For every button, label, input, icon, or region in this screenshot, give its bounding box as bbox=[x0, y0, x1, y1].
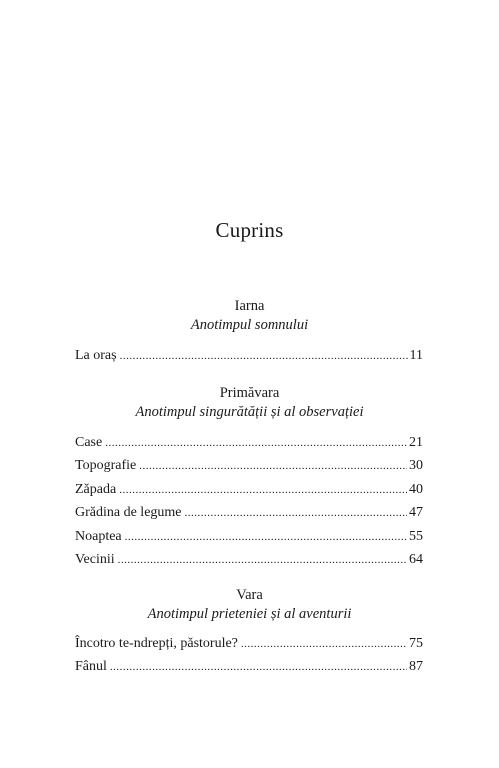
toc-entry-page: 11 bbox=[409, 348, 423, 363]
toc-entry-title: Încotro te-ndrepți, păstorule? bbox=[75, 636, 238, 651]
toc-leader-dots bbox=[118, 551, 407, 569]
toc-leader-dots bbox=[185, 504, 407, 522]
toc-entry[interactable] bbox=[75, 551, 423, 574]
toc-entry-title: Zăpada bbox=[75, 481, 117, 497]
toc-leader-dots bbox=[110, 658, 407, 676]
toc-entry[interactable] bbox=[75, 457, 423, 480]
toc-entry-title: Grădina de legume bbox=[75, 505, 182, 521]
toc-entry[interactable] bbox=[75, 528, 423, 551]
toc-entry-page: 55 bbox=[409, 528, 423, 544]
toc-entry[interactable] bbox=[75, 347, 423, 370]
toc-entry-page: 21 bbox=[409, 435, 423, 450]
toc-leader-dots bbox=[241, 635, 407, 653]
toc-entry-title: Vecinii bbox=[75, 551, 115, 567]
toc-entry-title: Topografie bbox=[75, 458, 137, 474]
toc-leader-dots bbox=[125, 528, 407, 546]
section-vara bbox=[0, 586, 499, 624]
toc-entry-title: La oraș bbox=[75, 348, 117, 363]
toc-entry[interactable] bbox=[75, 635, 423, 658]
toc-entry-page: 64 bbox=[409, 551, 423, 567]
toc-leader-dots bbox=[119, 481, 407, 499]
section-iarna-entries bbox=[75, 347, 423, 370]
section-name: Vara bbox=[236, 587, 263, 603]
section-subtitle: Anotimpul prieteniei și al aventurii bbox=[147, 606, 352, 622]
section-name: Iarna bbox=[234, 298, 265, 314]
toc-leader-dots bbox=[139, 457, 407, 475]
toc-entry-page: 47 bbox=[409, 505, 423, 521]
toc-entry[interactable] bbox=[75, 481, 423, 504]
toc-entry[interactable] bbox=[75, 504, 423, 527]
section-subtitle: Anotimpul singurătății și al observației bbox=[135, 404, 364, 420]
toc-entry[interactable] bbox=[75, 434, 423, 457]
section-primavara bbox=[0, 384, 499, 422]
section-primavara-entries bbox=[75, 434, 423, 574]
toc-entry-title: Fânul bbox=[75, 659, 107, 675]
page-title: Cuprins bbox=[215, 218, 284, 242]
toc-entry-page: 75 bbox=[409, 636, 423, 651]
toc-leader-dots bbox=[120, 347, 408, 365]
section-vara-entries bbox=[75, 635, 423, 682]
toc-entry-page: 87 bbox=[409, 659, 423, 675]
toc-entry-page: 40 bbox=[409, 481, 423, 497]
toc-entry[interactable] bbox=[75, 658, 423, 681]
toc-entry-title: Case bbox=[75, 435, 103, 450]
section-iarna bbox=[0, 297, 499, 335]
toc-entry-page: 30 bbox=[409, 458, 423, 474]
section-name: Primăvara bbox=[219, 385, 280, 401]
section-subtitle: Anotimpul somnului bbox=[190, 317, 309, 333]
toc-entry-title: Noaptea bbox=[75, 528, 122, 544]
toc-leader-dots bbox=[105, 434, 407, 452]
